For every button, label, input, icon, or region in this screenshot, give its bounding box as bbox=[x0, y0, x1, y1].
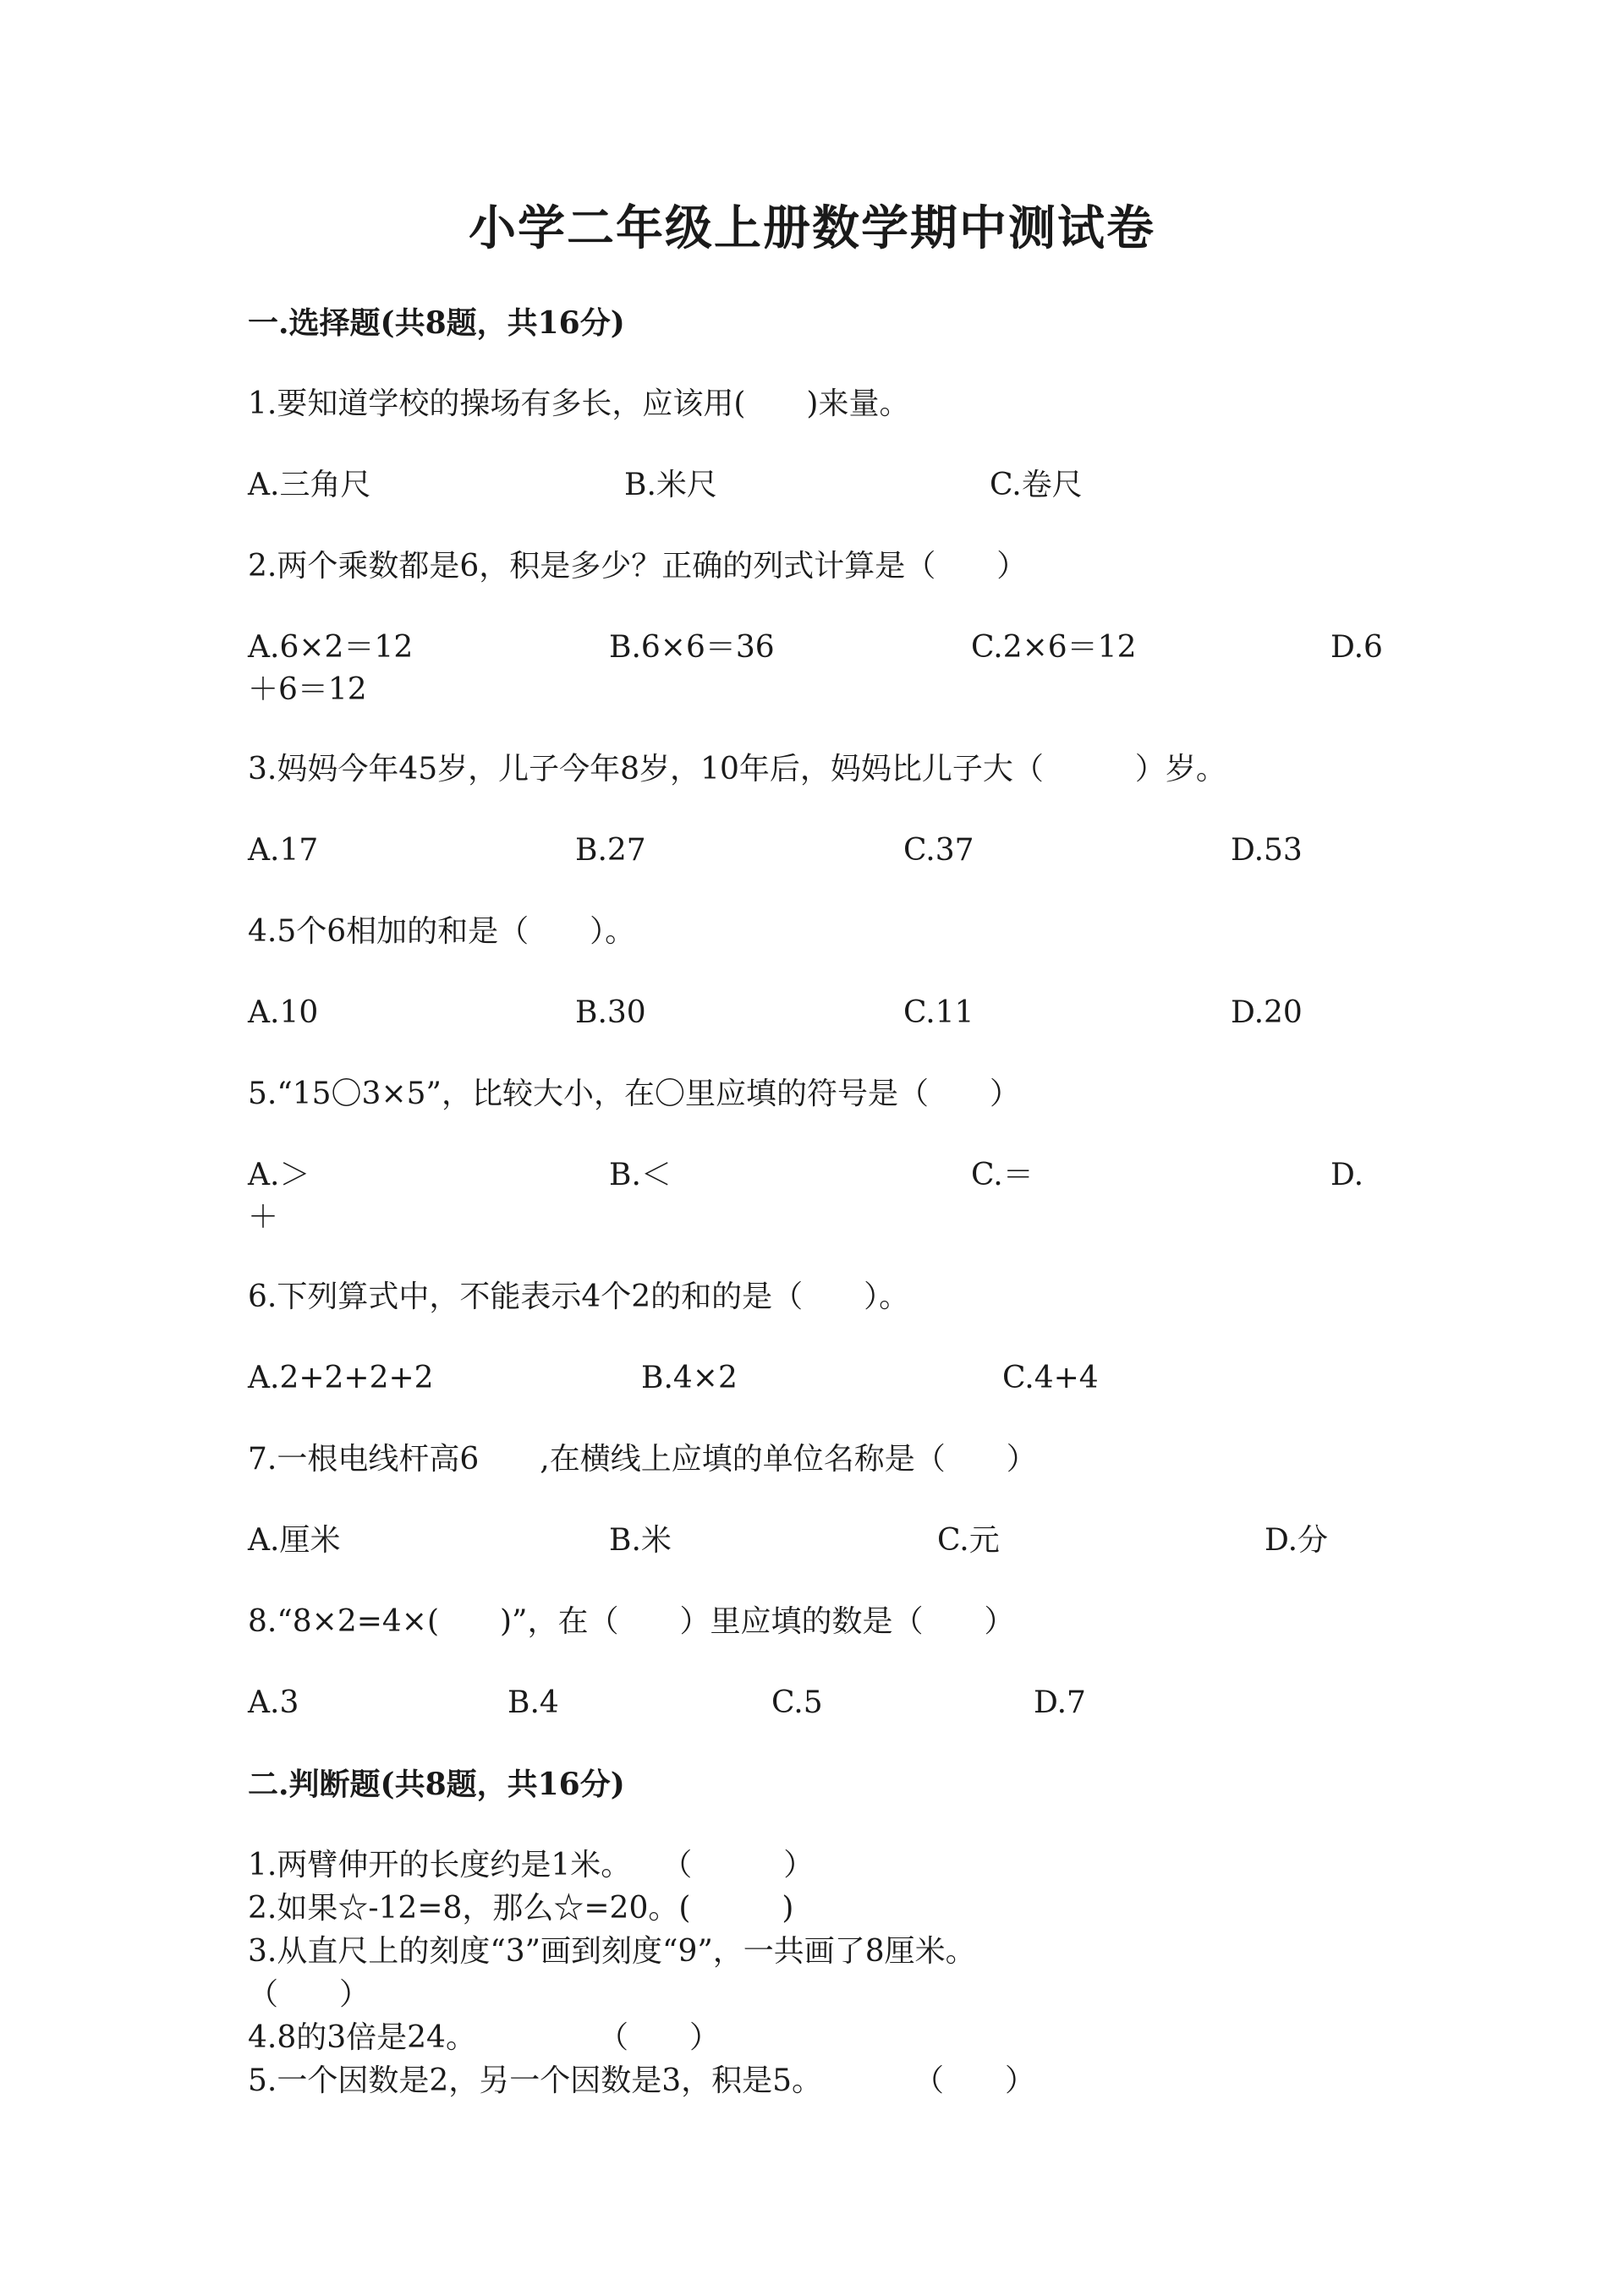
q1-option-b: B.米尺 bbox=[624, 468, 717, 502]
q2-option-b: B.6×6＝36 bbox=[609, 630, 775, 665]
q5-option-a: A.＞ bbox=[248, 1158, 310, 1192]
question-3: 3.妈妈今年45岁，儿子今年8岁，10年后，妈妈比儿子大（ ）岁。 bbox=[248, 752, 1226, 786]
q3-option-a: A.17 bbox=[248, 833, 319, 868]
page-title: 小学二年级上册数学期中测试卷 bbox=[469, 200, 1155, 256]
q5-option-d: D. bbox=[1330, 1158, 1364, 1192]
q7-option-b: B.米 bbox=[609, 1523, 672, 1558]
q8-option-b: B.4 bbox=[508, 1685, 559, 1720]
q6-option-b: B.4×2 bbox=[641, 1361, 738, 1395]
q4-option-c: C.11 bbox=[903, 995, 974, 1030]
q4-option-a: A.10 bbox=[248, 995, 319, 1030]
section-title-judge: 二.判断题(共8题，共16分) bbox=[248, 1767, 625, 1802]
q1-option-a: A.三角尺 bbox=[248, 468, 371, 502]
q7-option-d: D.分 bbox=[1265, 1523, 1329, 1558]
q1-option-c: C.卷尺 bbox=[990, 468, 1083, 502]
judge-item-3-blank: （ ） bbox=[248, 1977, 370, 2012]
q7-option-c: C.元 bbox=[937, 1523, 1000, 1558]
judge-item-3: 3.从直尺上的刻度“3”画到刻度“9”，一共画了8厘米。 bbox=[248, 1934, 976, 1969]
q5-option-b: B.＜ bbox=[609, 1158, 672, 1192]
judge-item-1: 1.两臂伸开的长度约是1米。 （ ） bbox=[248, 1848, 815, 1882]
q3-option-c: C.37 bbox=[903, 833, 974, 868]
q6-option-c: C.4+4 bbox=[1002, 1361, 1099, 1395]
judge-item-5: 5.一个因数是2，另一个因数是3，积是5。 （ ） bbox=[248, 2063, 1036, 2098]
judge-item-4: 4.8的3倍是24。 （ ） bbox=[248, 2020, 720, 2055]
q5-option-d-continued: ＋ bbox=[248, 1200, 279, 1235]
question-1: 1.要知道学校的操场有多长，应该用( )来量。 bbox=[248, 386, 910, 421]
question-2: 2.两个乘数都是6，积是多少？正确的列式计算是（ ） bbox=[248, 549, 1028, 584]
section-title-choice: 一.选择题(共8题，共16分) bbox=[248, 305, 625, 341]
question-4: 4.5个6相加的和是（ ）。 bbox=[248, 914, 636, 949]
q2-option-d: D.6 bbox=[1330, 630, 1383, 665]
q8-option-c: C.5 bbox=[771, 1685, 823, 1720]
q4-option-d: D.20 bbox=[1231, 995, 1303, 1030]
q6-option-a: A.2+2+2+2 bbox=[248, 1361, 434, 1395]
q2-option-a: A.6×2＝12 bbox=[248, 630, 414, 665]
q7-option-a: A.厘米 bbox=[248, 1523, 341, 1558]
judge-item-2: 2.如果☆-12=8，那么☆=20。( ) bbox=[248, 1891, 794, 1926]
question-5: 5.“15〇3×5”，比较大小，在〇里应填的符号是（ ） bbox=[248, 1077, 1020, 1111]
q3-option-b: B.27 bbox=[575, 833, 646, 868]
question-8: 8.“8×2=4×( )”，在（ ）里应填的数是（ ） bbox=[248, 1604, 1015, 1639]
q8-option-a: A.3 bbox=[248, 1685, 299, 1720]
q2-option-d-continued: ＋6＝12 bbox=[248, 672, 367, 707]
q2-option-c: C.2×6＝12 bbox=[971, 630, 1137, 665]
q5-option-c: C.＝ bbox=[971, 1158, 1034, 1192]
q4-option-b: B.30 bbox=[575, 995, 646, 1030]
question-7: 7.一根电线杆高6 ,在横线上应填的单位名称是（ ） bbox=[248, 1442, 1037, 1477]
q3-option-d: D.53 bbox=[1231, 833, 1303, 868]
q8-option-d: D.7 bbox=[1034, 1685, 1086, 1720]
question-6: 6.下列算式中，不能表示4个2的和的是（ ）。 bbox=[248, 1280, 910, 1314]
